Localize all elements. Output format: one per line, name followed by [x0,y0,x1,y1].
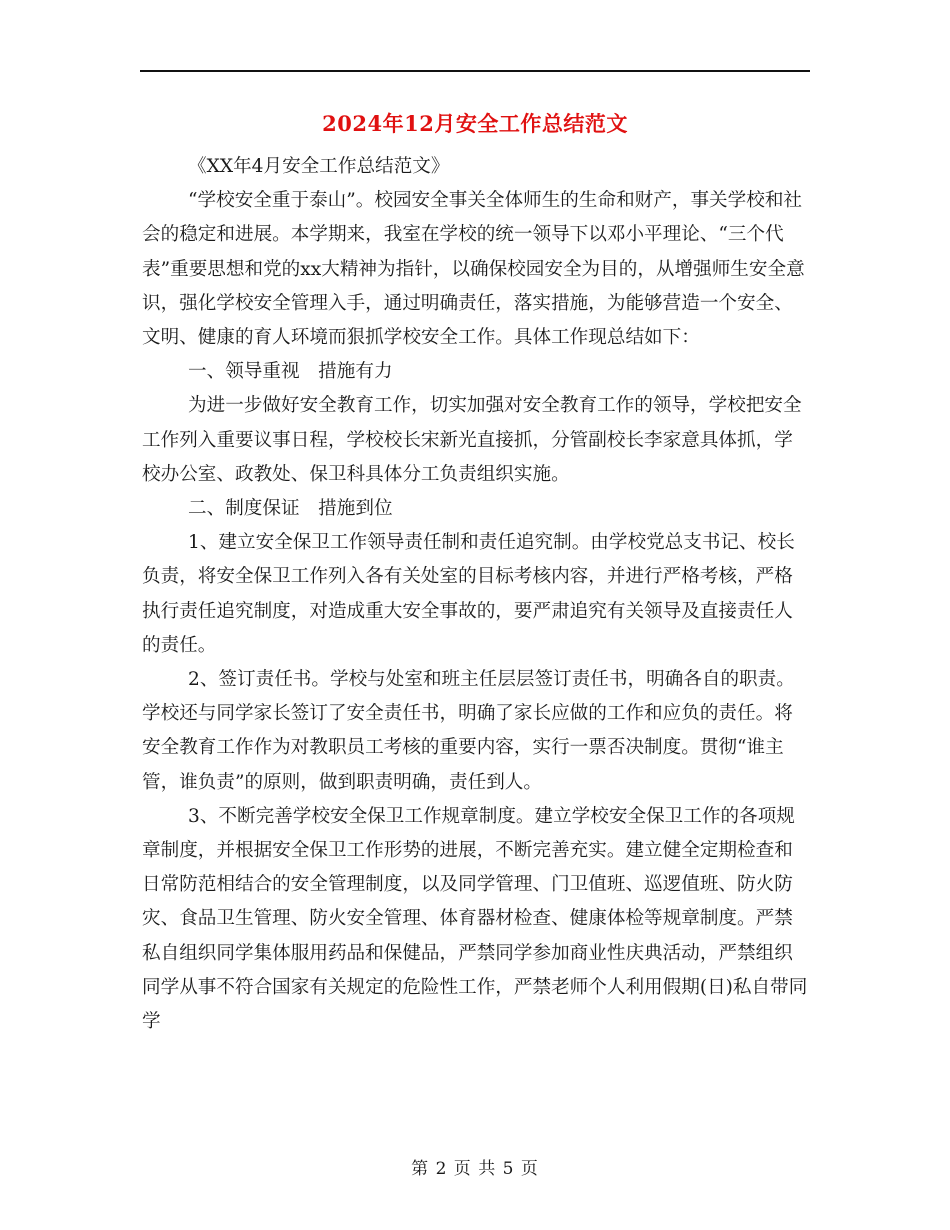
page-number: 第 2 页 共 5 页 [411,1159,539,1179]
section-heading-2: 二、制度保证 措施到位 [188,498,393,520]
intro-paragraph: “学校安全重于泰山”。校园安全事关全体师生的生命和财产，事关学校和社会的稳定和进展。本学期来，我室在学校的统一领导下以邓小平理论、“三个代表”重要思想和党的xx大精神为指针，以确保校园安全为目的，从增强师生安全意识，强化学校安全管理入手，通过明确责任，落实措施，为能够营造一个安全、文明、健康的育人环境而狠抓学校安全工作。具体工作现总结如下： [142,190,805,349]
item-2-paragraph: 2、签订责任书。学校与处室和班主任层层签订责任书，明确各自的职责。学校还与同学家长签订了安全责任书，明确了家长应做的工作和应负的责任。将安全教育工作作为对教职员工考核的重要内容，实行一票否决制度。贯彻“谁主管，谁负责”的原则，做到职责明确，责任到人。 [142,669,795,793]
subtitle-paragraph: 《XX年4月安全工作总结范文》 [188,156,450,177]
item-3-paragraph: 3、不断完善学校安全保卫工作规章制度。建立学校安全保卫工作的各项规章制度，并根据安全保卫工作形势的进展，不断完善充实。建立健全定期检查和日常防范相结合的安全管理制度，以及同学管理、门卫值班、巡逻值班、防火防灾、食品卫生管理、防火安全管理、体育器材检查、健康体检等规章制度。严禁私自组织同学集体服用药品和保健品，严禁同学参加商业性庆典活动，严禁组织同学从事不符合国家有关规定的危险性工作，严禁老师个人利用假期(日)私自带同学 [142,805,808,1033]
document-body [142,150,810,1039]
page-footer [0,1154,950,1179]
header-rule [140,70,810,72]
item-1-paragraph: 1、建立安全保卫工作领导责任制和责任追究制。由学校党总支书记、校长负责，将安全保卫工作列入各有关处室的目标考核内容，并进行严格考核，严格执行责任追究制度，对造成重大安全事故的，要严肃追究有关领导及直接责任人的责任。 [142,532,795,656]
section-heading-1: 一、领导重视 措施有力 [188,361,393,383]
document-title: 2024年12月安全工作总结范文 [322,111,628,136]
section-1-paragraph: 为进一步做好安全教育工作，切实加强对安全教育工作的领导，学校把安全工作列入重要议事日程，学校校长宋新光直接抓，分管副校长李家意具体抓，学校办公室、政教处、保卫科具体分工负责组织实施。 [142,395,802,485]
